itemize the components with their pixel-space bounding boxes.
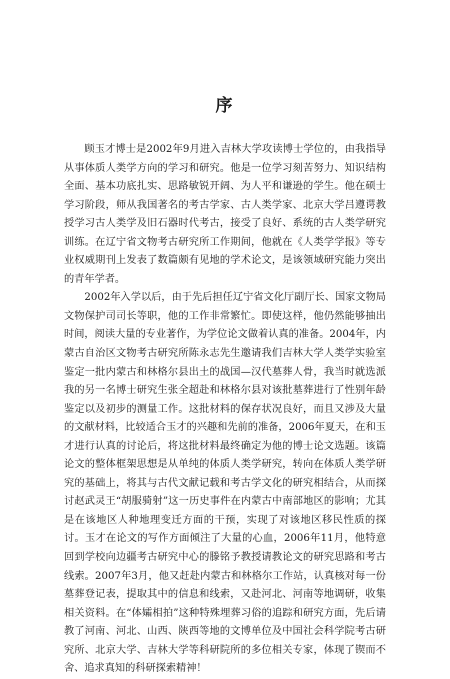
page-title: 序 bbox=[215, 96, 235, 116]
body-text bbox=[64, 141, 386, 679]
paragraph-1: 顾玉才博士是2002年9月进入吉林大学攻读博士学位的，由我指导从事体质人类学方向的学习和研究。他是一位学习刻苦努力、知识结构全面、基本功底扎实、思路敏锐开阔、为人平和谦逊的学生。他在硕士学习阶段，师从我国著名的考古学家、古人类学家、北京大学吕遵谔教授学习古人类学及旧石器时代考古，接受了良好、系统的古人类学研究训练。在辽宁省文物考古研究所工作期间，他就在《人类学学报》等专业权威期刊上发表了数篇颇有见地的学术论文，是该领域研究能力突出的青年学者。 bbox=[64, 144, 386, 285]
paragraph-2: 2002年入学以后，由于先后担任辽宁省文化厅副厅长、国家文物局文物保护司司长等职，他的工作非常繁忙。即使这样，他仍然能够抽出时间，阅读大量的专业著作，为学位论文做着认真的准备。2004年，内蒙古自治区文物考古研究所陈永志先生邀请我们吉林大学人类学实验室鉴定一批内蒙古和林格尔县出土的战国—汉代墓葬人骨，我当时就选派我的另一名博士研究生张全超赴和林格尔县对该批墓葬进行了性别年龄鉴定以及初步的测量工作。这批材料的保存状况良好，而且又涉及大量的文献材料，比较适合玉才的兴趣和先前的准备，2006年夏天，在和玉才进行认真的讨论后，将这批材料最终确定为他的博士论文选题。该篇论文的整体框架思想是从单纯的体质人类学研究，转向在体质人类学研究的基础上，将其与古代文献记载和考古学文化的研究相结合，从而探讨赵武灵王“胡服骑射”这一历史事件在内蒙古中南部地区的影响；尤其是在该地区人种地理变迁方面的干预，实现了对该地区移民性质的探讨。玉才在论文的写作方面倾注了大量的心血，2006年11月，他特意回到学校向边疆考古研究中心的滕铭予教授请教论文的研究思路和考古线索。2007年3月，他又赶赴内蒙古和林格尔工作站，认真核对每一份墓葬登记表，提取其中的信息和线索，又赴河北、河南等地调研，收集相关资料。在“体孀相拍”这种特殊埋葬习俗的追踪和研究方面，先后请教了河南、河北、山西、陕西等地的文博单位及中国社会科学院考古研究所、北京大学、吉林大学等科研院所的多位相关专家，体现了锲而不舍、追求真知的科研探索精神！ bbox=[64, 292, 386, 675]
